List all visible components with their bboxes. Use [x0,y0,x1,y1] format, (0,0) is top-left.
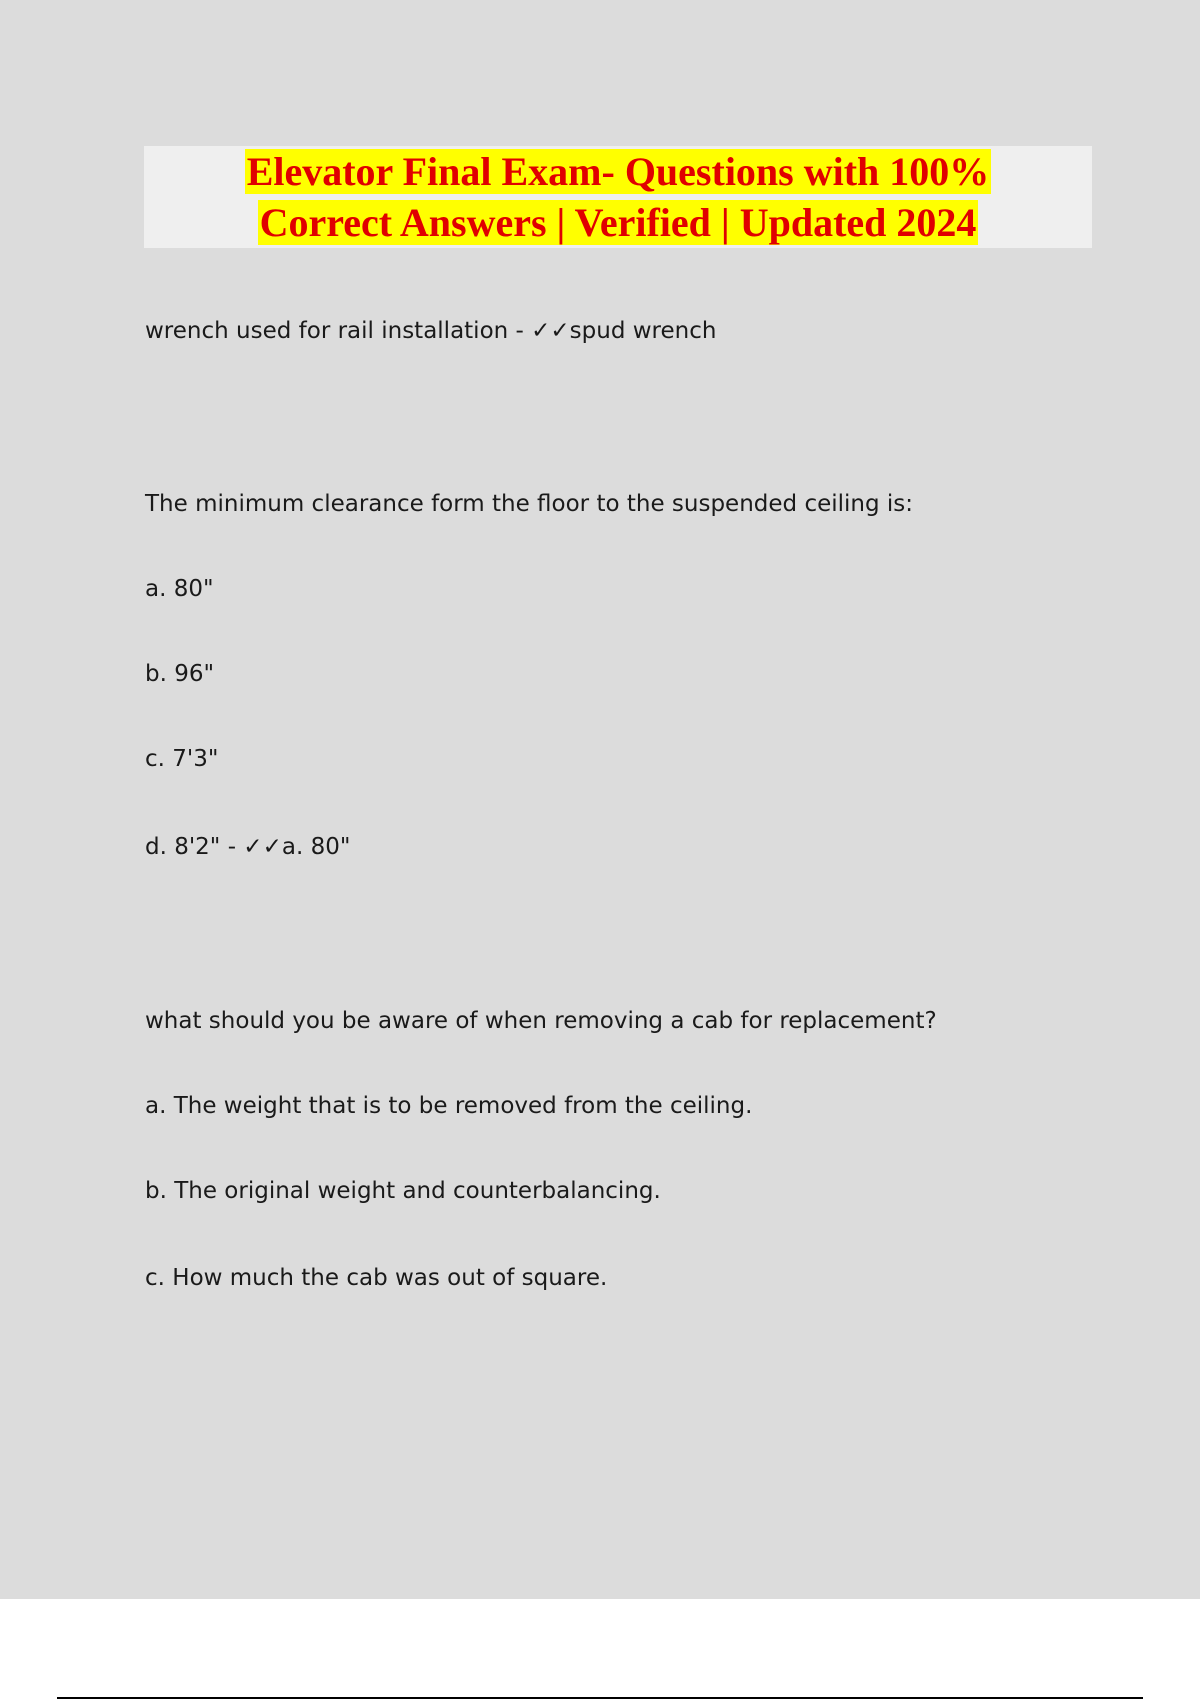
question-2-option-a: a. 80" [145,576,214,602]
document-title [144,146,1092,248]
question-2-option-d: d. 8'2" - ✓✓a. 80" [145,834,351,860]
footer-divider [57,1697,1143,1699]
question-2-option-b: b. 96" [145,661,215,687]
title-line-2: Correct Answers | Verified | Updated 2024 [259,200,977,245]
question-2-text: The minimum clearance form the floor to the suspended ceiling is: [145,491,914,517]
question-2-option-c: c. 7'3" [145,746,219,772]
question-3-option-b: b. The original weight and counterbalancing. [145,1178,661,1204]
title-line-1: Elevator Final Exam- Questions with 100% [246,149,990,194]
question-3-option-a: a. The weight that is to be removed from the ceiling. [145,1093,753,1119]
question-3-text: what should you be aware of when removing a cab for replacement? [145,1008,937,1034]
question-1-text: wrench used for rail installation - ✓✓spud wrench [145,318,717,344]
question-3-option-c: c. How much the cab was out of square. [145,1265,608,1291]
